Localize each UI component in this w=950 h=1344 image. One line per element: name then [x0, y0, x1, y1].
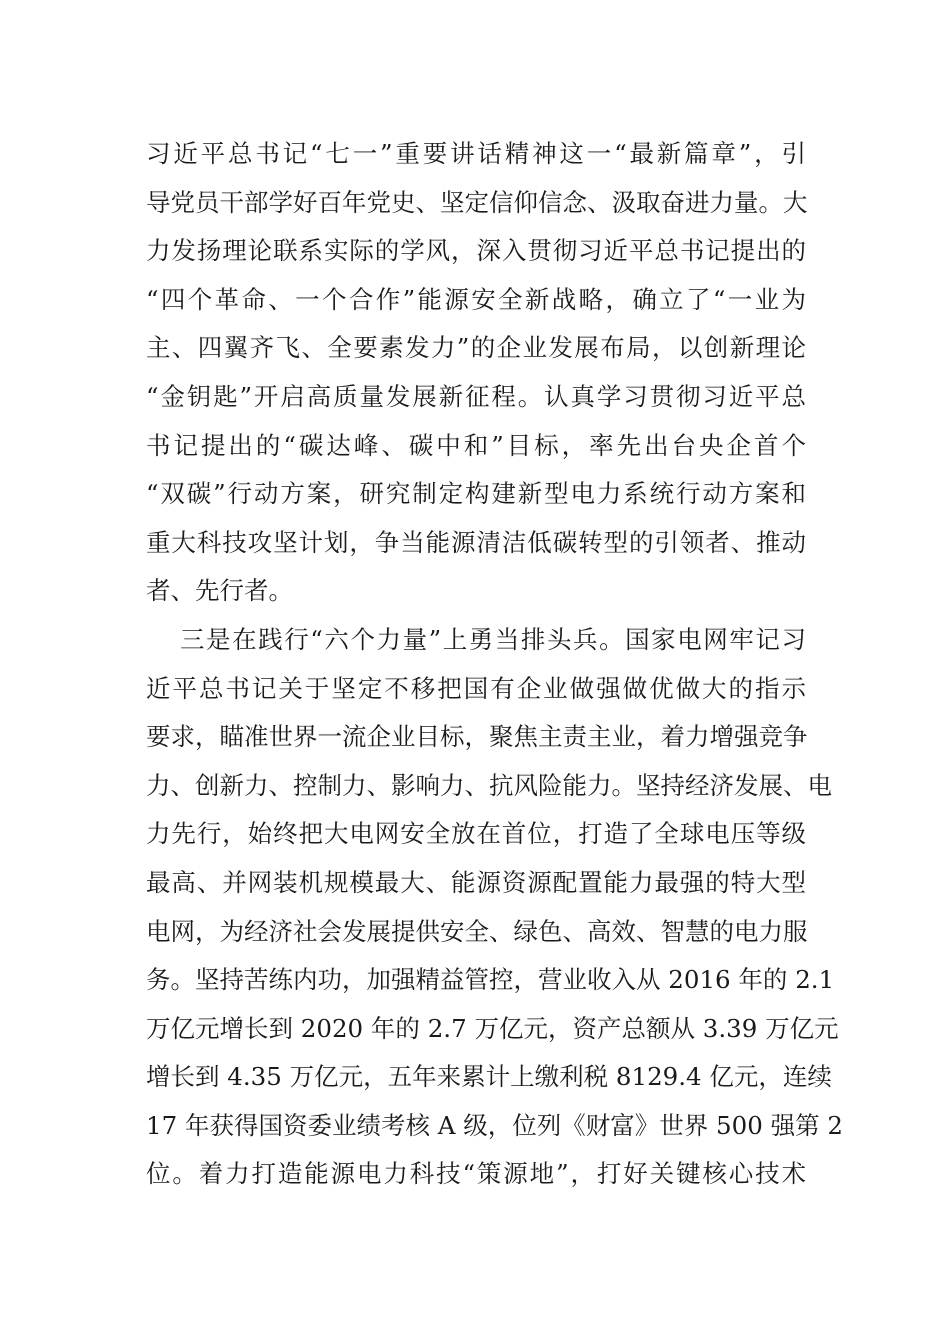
- text-line: “金钥匙”开启高质量发展新征程。认真学习贯彻习近平总: [146, 381, 806, 411]
- text-line: 主、四翼齐飞、全要素发力”的企业发展布局，以创新理论: [146, 333, 806, 363]
- text-line: “四个革命、一个合作”能源安全新战略，确立了“一业为: [146, 284, 806, 314]
- text-line: 增长到 4.35 万亿元，五年来累计上缴利税 8129.4 亿元，连续: [146, 1062, 832, 1092]
- text-line: 力发扬理论联系实际的学风，深入贯彻习近平总书记提出的: [146, 236, 806, 266]
- text-line: 电网，为经济社会发展提供安全、绿色、高效、智慧的电力服: [146, 916, 808, 946]
- text-line: 重大科技攻坚计划，争当能源清洁低碳转型的引领者、推动: [146, 527, 806, 557]
- text-line: 习近平总书记“七一”重要讲话精神这一“最新篇章”，引: [146, 139, 806, 168]
- paragraph-end-line: 者、先行者。: [146, 576, 293, 606]
- text-line: 力先行，始终把大电网安全放在首位，打造了全球电压等级: [146, 819, 806, 849]
- text-line: 近平总书记关于坚定不移把国有企业做强做优做大的指示: [146, 673, 806, 703]
- text-line: 要求，瞄准世界一流企业目标，聚焦主责主业，着力增强竞争: [146, 722, 808, 752]
- paragraph-start-line: 三是在践行“六个力量”上勇当排头兵。国家电网牢记习: [180, 624, 806, 654]
- text-line: 最高、并网装机规模最大、能源资源配置能力最强的特大型: [146, 867, 806, 897]
- text-line: 力、创新力、控制力、影响力、抗风险能力。坚持经济发展、电: [146, 770, 832, 800]
- body-text: [146, 130, 843, 1199]
- text-line: 位。着力打造能源电力科技“策源地”，打好关键核心技术: [146, 1159, 806, 1189]
- text-line: 务。坚持苦练内功，加强精益管控，营业收入从 2016 年的 2.1: [146, 965, 835, 995]
- text-line: 万亿元增长到 2020 年的 2.7 万亿元，资产总额从 3.39 万亿元: [146, 1013, 839, 1043]
- text-line: 书记提出的“碳达峰、碳中和”目标，率先出台央企首个: [146, 430, 806, 460]
- text-line: 导党员干部学好百年党史、坚定信仰信念、汲取奋进力量。大: [146, 187, 808, 217]
- text-line: 17 年获得国资委业绩考核 A 级，位列《财富》世界 500 强第 2: [146, 1110, 843, 1140]
- text-line: “双碳”行动方案，研究制定构建新型电力系统行动方案和: [146, 479, 806, 509]
